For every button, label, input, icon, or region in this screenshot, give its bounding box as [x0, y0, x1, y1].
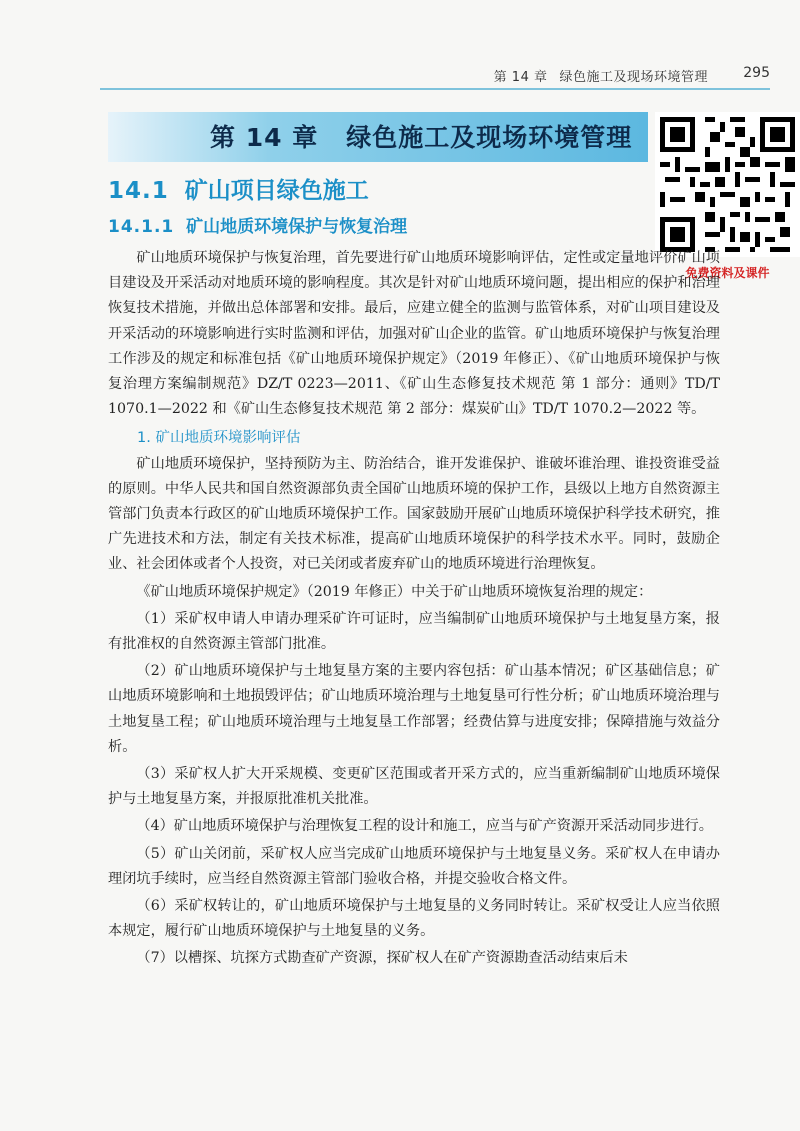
page-number: 295 — [743, 65, 770, 81]
sub-heading-impact-assessment: 1. 矿山地质环境影响评估 — [137, 430, 301, 447]
chapter-title — [210, 118, 632, 158]
qr-caption: 免费资料及课件 — [685, 266, 770, 280]
running-header-chapter-name: 绿色施工及现场环境管理 — [559, 70, 708, 85]
list-item: （7）以槽探、坑探方式勘查矿产资源，探矿权人在矿产资源勘查活动结束后未 — [136, 950, 628, 967]
list-item: （1）采矿权申请人申请办理采矿许可证时，应当编制矿山地质环境保护与土地复垦方案，报有批准权的自然资源主管部门批准。 — [108, 610, 720, 653]
section-number: 14.1 — [108, 178, 169, 204]
impact-assessment-paragraph: 矿山地质环境保护，坚持预防为主、防治结合，谁开发谁保护、谁破坏谁治理、谁投资谁受益的原则。中华人民共和国自然资源部负责全国矿山地质环境的保护工作，县级以上地方自然资源主管部门负责本行政区的矿山地质环境保护工作。国家鼓励开展矿山地质环境保护科学技术研究，推广先进技术和方法，制定有关技术标准，提高矿山地质环境保护的科学技术水平。同时，鼓励企业、社会团体或者个人投资，对已关闭或者废弃矿山的地质环境进行治理恢复。 — [108, 455, 720, 573]
regulation-intro: 《矿山地质环境保护规定》（2019 年修正）中关于矿山地质环境恢复治理的规定： — [136, 583, 653, 600]
qr-code-icon[interactable] — [655, 112, 800, 257]
running-header — [0, 0, 800, 92]
section-heading — [108, 172, 369, 205]
running-header-chapter: 第 14 章 — [493, 70, 548, 85]
running-header-title — [494, 66, 708, 85]
list-item: （3）采矿权人扩大开采规模、变更矿区范围或者开采方式的，应当重新编制矿山地质环境保护与土地复垦方案，并报原批准机关批准。 — [108, 766, 720, 808]
list-item: （4）矿山地质环境保护与治理恢复工程的设计和施工，应当与矿产资源开采活动同步进行。 — [136, 818, 713, 835]
subsection-heading — [108, 212, 407, 237]
list-item: （5）矿山关闭前，采矿权人应当完成矿山地质环境保护与土地复垦义务。采矿权人在申请办理闭坑手续时，应当经自然资源主管部门验收合格，并提交验收合格文件。 — [108, 845, 720, 887]
intro-paragraph: 矿山地质环境保护与恢复治理，首先要进行矿山地质环境影响评估，定性或定量地评价矿山项目建设及开采活动对地质环境的影响程度。其次是针对矿山地质环境问题，提出相应的保护和治理恢复技术措施，并做出总体部署和安排。最后，应建立健全的监测与监管体系，对矿山项目建设及开采活动的环境影响进行实时监测和评估，加强对矿山企业的监管。矿山地质环境保护与恢复治理工作涉及的规定和标准包括《矿山地质环境保护规定》（2019 年修正）、《矿山地质环境保护与恢复治理方案编制规范》DZ/T 0223—2011、《矿山生态修复技术规范 第 1 部分：通则》TD/T 1070.1—2022 和《矿山生态修复技术规范 第 2 部分：煤炭矿山》TD/T 1070.2—2022 等。 — [108, 250, 720, 418]
list-item: （2）矿山地质环境保护与土地复垦方案的主要内容包括：矿山基本情况；矿区基础信息；矿山地质环境影响和土地损毁评估；矿山地质环境治理与土地复垦可行性分析；矿山地质环境治理与土地复垦工程；矿山地质环境治理与土地复垦工作部署；经费估算与进度安排；保障措施与效益分析。 — [108, 663, 720, 755]
body-text — [108, 246, 720, 972]
chapter-number: 第 14 章 — [210, 123, 319, 152]
subsection-number: 14.1.1 — [108, 217, 175, 237]
header-rule — [100, 88, 770, 90]
chapter-name: 绿色施工及现场环境管理 — [346, 123, 633, 152]
subsection-title: 矿山地质环境保护与恢复治理 — [186, 217, 408, 237]
section-title: 矿山项目绿色施工 — [184, 178, 369, 204]
list-item: （6）采矿权转让的，矿山地质环境保护与土地复垦的义务同时转让。采矿权受让人应当依照本规定，履行矿山地质环境保护与土地复垦的义务。 — [108, 898, 720, 940]
